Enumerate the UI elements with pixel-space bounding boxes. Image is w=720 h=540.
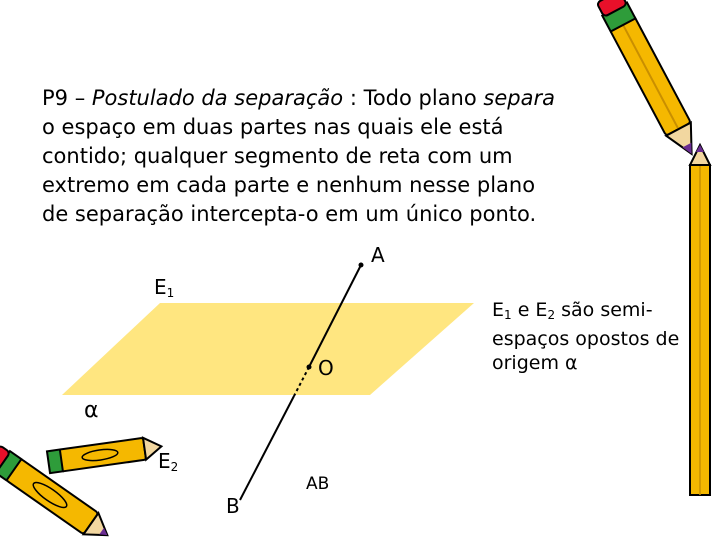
half-space-e1-label	[154, 276, 174, 304]
postulate-emphasis: separa	[483, 86, 555, 110]
plane-alpha	[62, 303, 474, 395]
side-note-line-1	[492, 298, 679, 327]
side-note-line-2: espaços opostos de	[492, 328, 680, 350]
plane-alpha-label: α	[84, 398, 99, 423]
postulate-title: Postulado da separação	[91, 86, 344, 110]
point-a-label: A	[371, 243, 385, 267]
note-mid-text: e E	[511, 299, 548, 321]
pencil-right-edge-icon	[690, 145, 710, 495]
postulate-line-4: extremo em cada parte e nenhum nesse plano	[42, 173, 536, 197]
half-space-e2-label	[158, 450, 178, 478]
postulate-line-2: o espaço em duas partes nas quais ele está	[42, 115, 504, 139]
postulate-line-5: de separação intercepta-o em um único ponto.	[42, 202, 537, 226]
postulate-colon-text: : Todo plano	[343, 86, 484, 110]
postulate-label: P9 –	[42, 86, 92, 110]
segment-to-b	[240, 396, 294, 500]
pencils-bottom-left-icon	[0, 435, 163, 540]
note-e1-index: 1	[504, 308, 512, 322]
note-e2-index: 2	[547, 308, 556, 322]
half-space-e1-index: 1	[166, 286, 175, 300]
half-space-e2-index: 2	[170, 460, 179, 474]
half-space-e1-letter: E	[154, 275, 167, 299]
pencil-top-right-icon	[596, 0, 704, 160]
segment-ab-label: AB	[306, 474, 330, 494]
point-a-dot	[359, 263, 364, 268]
point-o-dot	[307, 365, 312, 370]
side-note-line-3: origem α	[492, 352, 578, 374]
point-b-label: B	[226, 494, 240, 518]
postulate-line-3: contido; qualquer segmento de reta com um	[42, 144, 513, 168]
point-o-label: O	[318, 356, 334, 380]
side-note	[492, 298, 679, 375]
note-e-letter: E	[492, 299, 505, 321]
note-end-text: são semi-	[555, 299, 653, 321]
half-space-e2-letter: E	[158, 449, 171, 473]
